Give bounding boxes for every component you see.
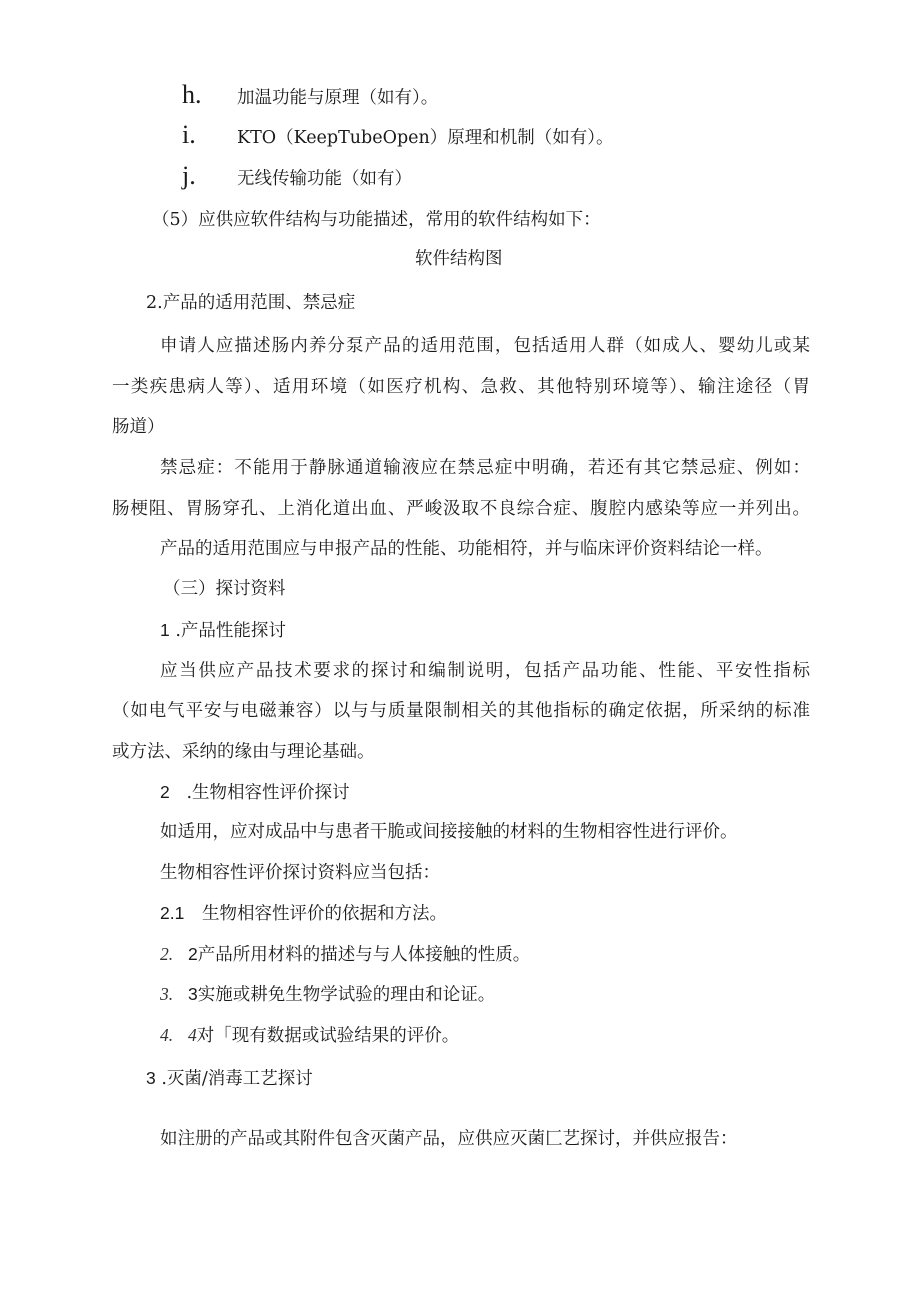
subsection-3-number: 3 <box>146 1068 156 1088</box>
biocompat-item-1-number: 2.1 <box>160 903 185 923</box>
biocompat-item-4 <box>160 1023 459 1048</box>
biocompat-item-2-number: 2. <box>160 944 174 964</box>
subsection-1-title: .产品性能探讨 <box>175 621 286 641</box>
performance-line-1: 应当供应产品技术要求的探讨和编制说明，包括产品功能、性能、平安性指标 <box>160 661 810 681</box>
list-item-j: 无线传输功能（如有） <box>237 169 412 189</box>
paragraph-5: （5）应供应软件结构与功能描述，常用的软件结构如下： <box>152 210 601 230</box>
biocompat-item-4-number: 4. <box>160 1025 174 1045</box>
subsection-2-number: 2 <box>160 782 170 802</box>
biocompat-item-2 <box>160 942 530 967</box>
list-marker-j: j. <box>182 161 196 190</box>
software-diagram-caption: 软件结构图 <box>415 249 503 269</box>
subsection-1-number: 1 <box>160 620 170 640</box>
contraindication-line-2: 肠梗阻、胃肠穿孔、上消化道出血、严峻汲取不良综合症、腹腔内感染等应一并列出。 <box>112 499 810 519</box>
biocompat-paragraph-1: 如适用，应对成品中与患者干脆或间接接触的材料的生物相容性进行评价。 <box>160 822 738 842</box>
biocompat-item-3-prefix: 3 <box>188 984 198 1004</box>
subsection-3-heading <box>146 1066 313 1091</box>
biocompat-item-3 <box>160 982 495 1007</box>
sterilization-paragraph: 如注册的产品或其附件包含灭菌产品，应供应灭菌匚艺探讨，并供应报告： <box>160 1129 738 1149</box>
biocompat-item-2-text: 产品所用材料的描述与与人体接触的性质。 <box>197 945 531 965</box>
biocompat-item-3-text: 实施或耕免生物学试验的理由和论证。 <box>197 985 496 1005</box>
scope-line-2: 一类疾患病人等）、适用环境（如医疗机构、急救、其他特别环境等）、输注途径（胃 <box>112 377 810 397</box>
biocompat-item-4-prefix: 4 <box>188 1025 197 1045</box>
list-marker-h: h. <box>182 80 202 109</box>
list-marker-i: i. <box>182 120 196 149</box>
section-3-heading: （三）探讨资料 <box>163 579 286 599</box>
biocompat-item-1-text: 生物相容性评价的依据和方法。 <box>202 904 447 924</box>
biocompat-item-1 <box>160 901 447 926</box>
section-2-heading: 2.产品的适用范围、禁忌症 <box>146 293 356 313</box>
biocompat-item-2-prefix: 2 <box>188 944 198 964</box>
biocompat-item-4-text: 对「现有数据或试验结果的评价。 <box>196 1026 460 1046</box>
subsection-2-heading <box>160 780 350 805</box>
scope-line-1: 申请人应描述肠内养分泵产品的适用范围，包括适用人群（如成人、婴幼儿或某 <box>160 336 810 356</box>
biocompat-paragraph-2: 生物相容性评价探讨资料应当包括： <box>160 863 440 883</box>
biocompat-item-3-number: 3. <box>160 984 174 1004</box>
subsection-2-title: .生物相容性评价探讨 <box>186 783 350 803</box>
scope-line-3: 肠道） <box>112 417 165 437</box>
list-item-i: KTO（KeepTubeOpen）原理和机制（如有）。 <box>237 128 614 148</box>
contraindication-line-1: 禁忌症：不能用于静脉通道输液应在禁忌症中明确，若还有其它禁忌症、例如： <box>160 458 810 478</box>
performance-line-2: （如电气平安与电磁兼容）以与与质量限制相关的其他指标的确定依据，所采纳的标准 <box>112 701 810 721</box>
performance-line-3: 或方法、采纳的缘由与理论基础。 <box>112 742 375 762</box>
scope-consistency-paragraph: 产品的适用范围应与申报产品的性能、功能相符，并与临床评价资料结论一样。 <box>160 539 773 559</box>
subsection-3-title: .灭菌/消毒工艺探讨 <box>161 1069 313 1089</box>
list-item-h: 加温功能与原理（如有）。 <box>237 88 439 108</box>
subsection-1-heading <box>160 618 286 643</box>
